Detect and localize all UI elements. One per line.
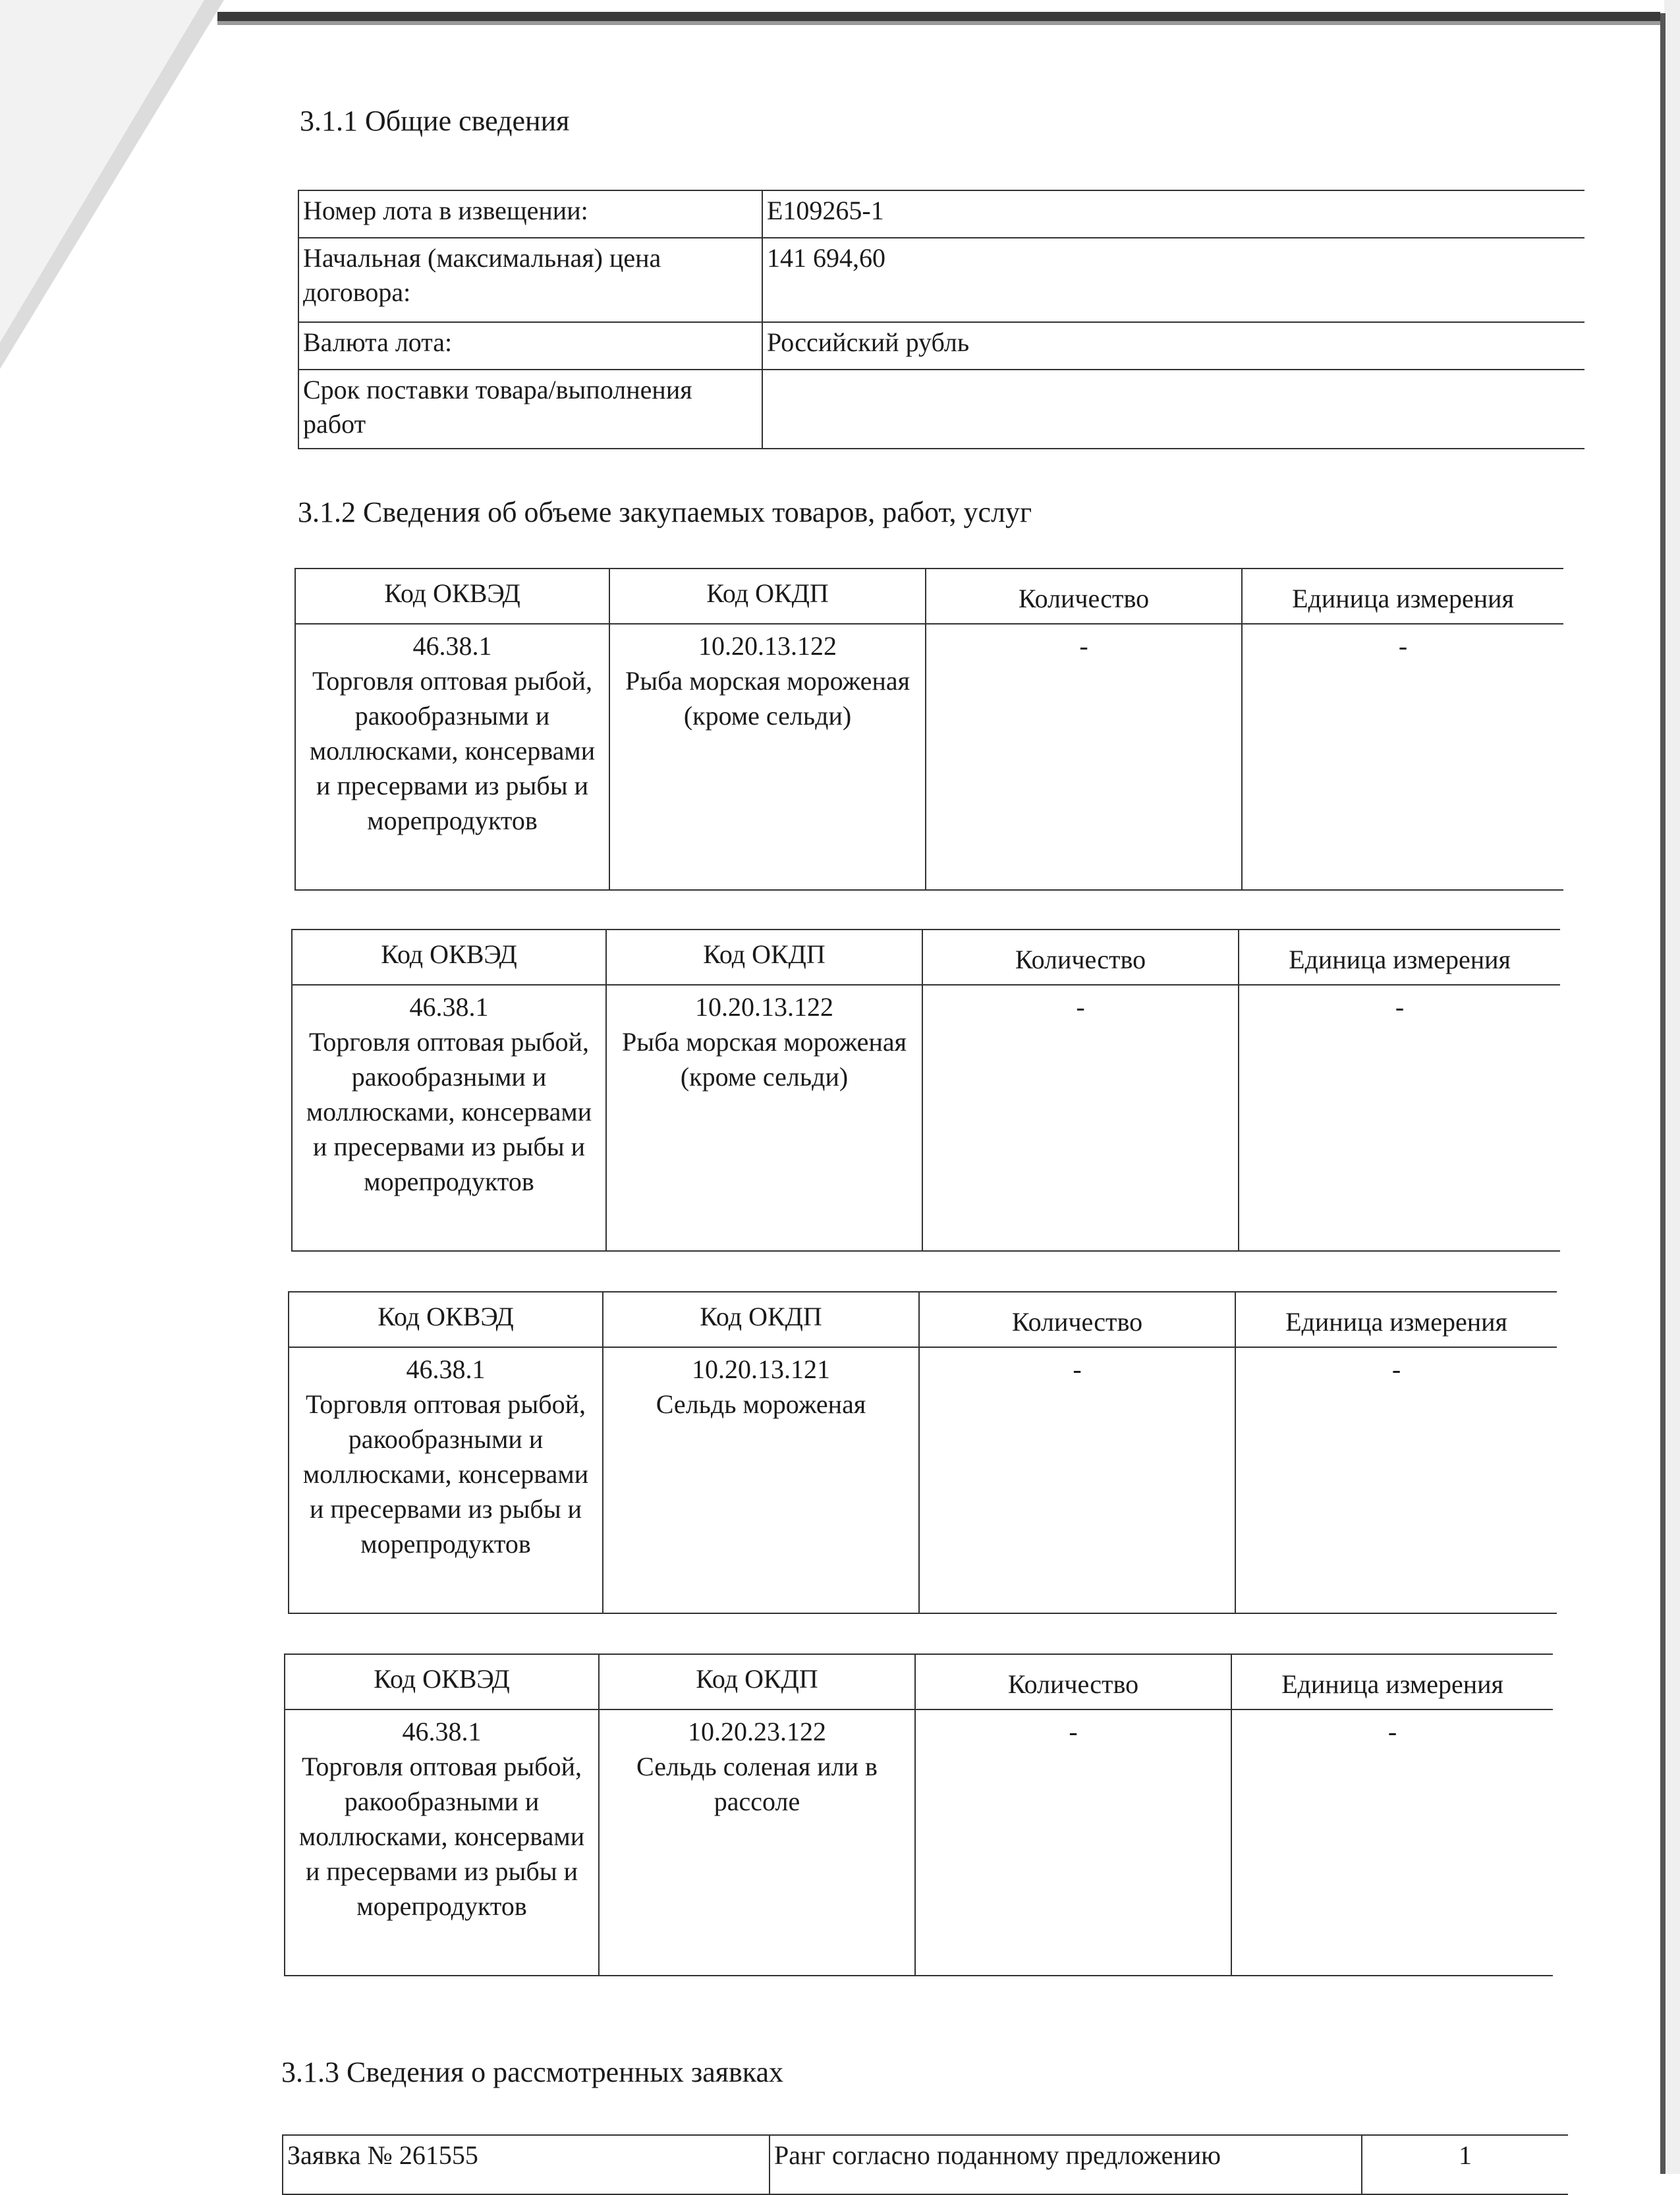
okdp-description: Сельдь мороженая — [656, 1389, 866, 1419]
scan-page-fold-inner — [0, 0, 204, 343]
okved-cell — [289, 1347, 603, 1613]
header-okdp: Код ОКДП — [603, 1292, 919, 1347]
volume-header-row — [295, 569, 1563, 624]
okved-description: Торговля оптовая рыбой, ракообразными и моллюсками, консервами и пресервами из рыбы и морепродуктов — [306, 1027, 592, 1196]
volume-table — [294, 568, 1563, 891]
scan-right-edge — [1660, 13, 1666, 2174]
section-general-title: 3.1.1 Общие сведения — [300, 105, 570, 137]
section-volume-title: 3.1.2 Сведения об объеме закупаемых товаров, работ, услуг — [298, 496, 1032, 528]
okdp-code: 10.20.13.122 — [695, 992, 833, 1022]
general-info-table — [298, 190, 1584, 449]
header-quantity: Количество — [919, 1292, 1235, 1347]
info-row-currency — [298, 322, 1584, 370]
scan-top-edge — [217, 12, 1660, 21]
header-okved: Код ОКВЭД — [295, 569, 609, 624]
volume-table — [288, 1291, 1557, 1614]
header-quantity: Количество — [915, 1654, 1231, 1709]
volume-header-row — [289, 1292, 1557, 1347]
okdp-description: Рыба морская мороженая (кроме сельди) — [625, 666, 910, 731]
info-label: Срок поставки товара/выполнения работ — [298, 370, 762, 449]
okved-code: 46.38.1 — [406, 1354, 486, 1384]
okdp-code: 10.20.13.121 — [692, 1354, 830, 1384]
info-value — [762, 370, 1584, 449]
okdp-description: Рыба морская мороженая (кроме сельди) — [621, 1027, 907, 1092]
okved-description: Торговля оптовая рыбой, ракообразными и моллюсками, консервами и пресервами из рыбы и морепродуктов — [298, 1752, 585, 1921]
header-unit: Единица измерения — [1231, 1654, 1553, 1709]
unit-value: - — [1239, 985, 1560, 1251]
info-label: Валюта лота: — [298, 322, 762, 370]
header-okved: Код ОКВЭД — [292, 930, 606, 985]
okdp-cell — [599, 1709, 915, 1976]
okved-cell — [292, 985, 606, 1251]
header-okdp: Код ОКДП — [609, 569, 926, 624]
scan-top-edge-shadow — [217, 21, 1660, 25]
okved-cell — [295, 624, 609, 890]
application-number: Заявка № 261555 — [283, 2135, 770, 2194]
header-unit: Единица измерения — [1239, 930, 1560, 985]
header-quantity: Количество — [926, 569, 1242, 624]
unit-value: - — [1231, 1709, 1553, 1976]
info-label: Номер лота в извещении: — [298, 190, 762, 238]
header-okved: Код ОКВЭД — [289, 1292, 603, 1347]
okved-code: 46.38.1 — [409, 992, 489, 1022]
quantity-value: - — [922, 985, 1239, 1251]
okved-cell — [285, 1709, 599, 1976]
volume-data-row — [292, 985, 1560, 1251]
okved-code: 46.38.1 — [402, 1717, 482, 1746]
quantity-value: - — [919, 1347, 1235, 1613]
info-row-price — [298, 238, 1584, 322]
volume-data-row — [285, 1709, 1553, 1976]
info-row-delivery-term — [298, 370, 1584, 449]
okdp-code: 10.20.13.122 — [698, 631, 837, 661]
volume-table — [291, 929, 1560, 1252]
header-unit: Единица измерения — [1242, 569, 1563, 624]
okdp-code: 10.20.23.122 — [688, 1717, 826, 1746]
header-quantity: Количество — [922, 930, 1239, 985]
okdp-cell — [603, 1347, 919, 1613]
volume-header-row — [292, 930, 1560, 985]
section-applications-title: 3.1.3 Сведения о рассмотренных заявках — [281, 2056, 784, 2088]
okdp-description: Сельдь соленая или в рассоле — [636, 1752, 878, 1816]
unit-value: - — [1235, 1347, 1557, 1613]
rank-label: Ранг согласно поданному предложению — [770, 2135, 1362, 2194]
okved-description: Торговля оптовая рыбой, ракообразными и моллюсками, консервами и пресервами из рыбы и морепродуктов — [302, 1389, 589, 1559]
info-row-lot-number — [298, 190, 1584, 238]
unit-value: - — [1242, 624, 1563, 890]
rank-value: 1 — [1362, 2135, 1568, 2194]
header-okdp: Код ОКДП — [599, 1654, 915, 1709]
info-label: Начальная (максимальная) цена договора: — [298, 238, 762, 322]
okved-description: Торговля оптовая рыбой, ракообразными и моллюсками, консервами и пресервами из рыбы и морепродуктов — [309, 666, 596, 835]
quantity-value: - — [926, 624, 1242, 890]
okved-code: 46.38.1 — [412, 631, 492, 661]
info-value: 141 694,60 — [762, 238, 1584, 322]
okdp-cell — [609, 624, 926, 890]
header-okdp: Код ОКДП — [606, 930, 922, 985]
volume-table — [284, 1653, 1553, 1976]
scan-right-margin — [1664, 0, 1680, 2174]
volume-data-row — [289, 1347, 1557, 1613]
header-unit: Единица измерения — [1235, 1292, 1557, 1347]
volume-header-row — [285, 1654, 1553, 1709]
quantity-value: - — [915, 1709, 1231, 1976]
okdp-cell — [606, 985, 922, 1251]
application-row — [283, 2135, 1568, 2194]
applications-table — [282, 2134, 1568, 2195]
info-value: E109265-1 — [762, 190, 1584, 238]
header-okved: Код ОКВЭД — [285, 1654, 599, 1709]
info-value: Российский рубль — [762, 322, 1584, 370]
volume-data-row — [295, 624, 1563, 890]
